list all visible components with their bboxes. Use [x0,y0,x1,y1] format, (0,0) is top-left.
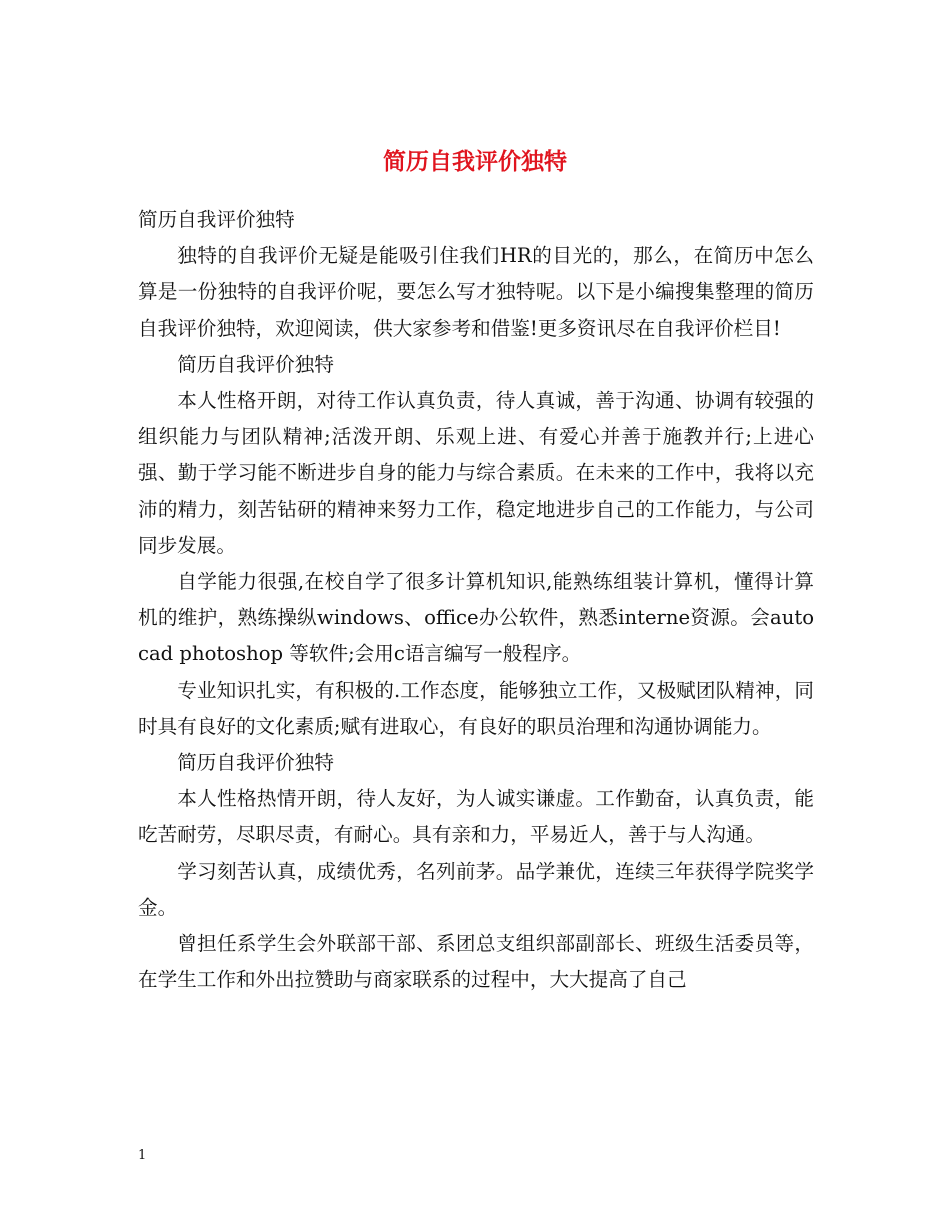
body-paragraph: 曾担任系学生会外联部干部、系团总支组织部副部长、班级生活委员等，在学生工作和外出拉赞助与商家联系的过程中，大大提高了自己 [138,932,814,992]
page-number: 1 [138,1148,147,1163]
body-paragraph: 本人性格热情开朗，待人友好，为人诚实谦虚。工作勤奋，认真负责，能吃苦耐劳，尽职尽责，有耐心。具有亲和力，平易近人，善于与人沟通。 [138,787,814,847]
section-heading: 简历自我评价独特 [138,208,295,231]
body-paragraph: 学习刻苦认真，成绩优秀，名列前茅。品学兼优，连续三年获得学院奖学金。 [138,859,814,919]
intro-paragraph: 独特的自我评价无疑是能吸引住我们HR的目光的，那么，在简历中怎么算是一份独特的自我评价呢，要怎么写才独特呢。以下是小编搜集整理的简历自我评价独特，欢迎阅读，供大家参考和借鉴!更多资讯尽在自我评价栏目! [138,244,814,340]
document-body [138,202,814,998]
body-paragraph: 专业知识扎实，有积极的.工作态度，能够独立工作，又极赋团队精神，同时具有良好的文化素质;赋有进取心，有良好的职员治理和沟通协调能力。 [138,678,814,738]
body-paragraph: 自学能力很强,在校自学了很多计算机知识,能熟练组装计算机，懂得计算机的维护，熟练操纵windows、office办公软件，熟悉interne资源。会auto cad photoshop 等软件;会用c语言编写一般程序。 [138,570,814,666]
body-paragraph: 本人性格开朗，对待工作认真负责，待人真诚，善于沟通、协调有较强的组织能力与团队精神;活泼开朗、乐观上进、有爱心并善于施教并行;上进心强、勤于学习能不断进步自身的能力与综合素质。在未来的工作中，我将以充沛的精力，刻苦钻研的精神来努力工作，稳定地进步自己的工作能力，与公司同步发展。 [138,389,814,557]
page-title: 简历自我评价独特 [383,148,567,176]
section-heading: 简历自我评价独特 [177,751,334,775]
section-heading: 简历自我评价独特 [177,352,334,376]
